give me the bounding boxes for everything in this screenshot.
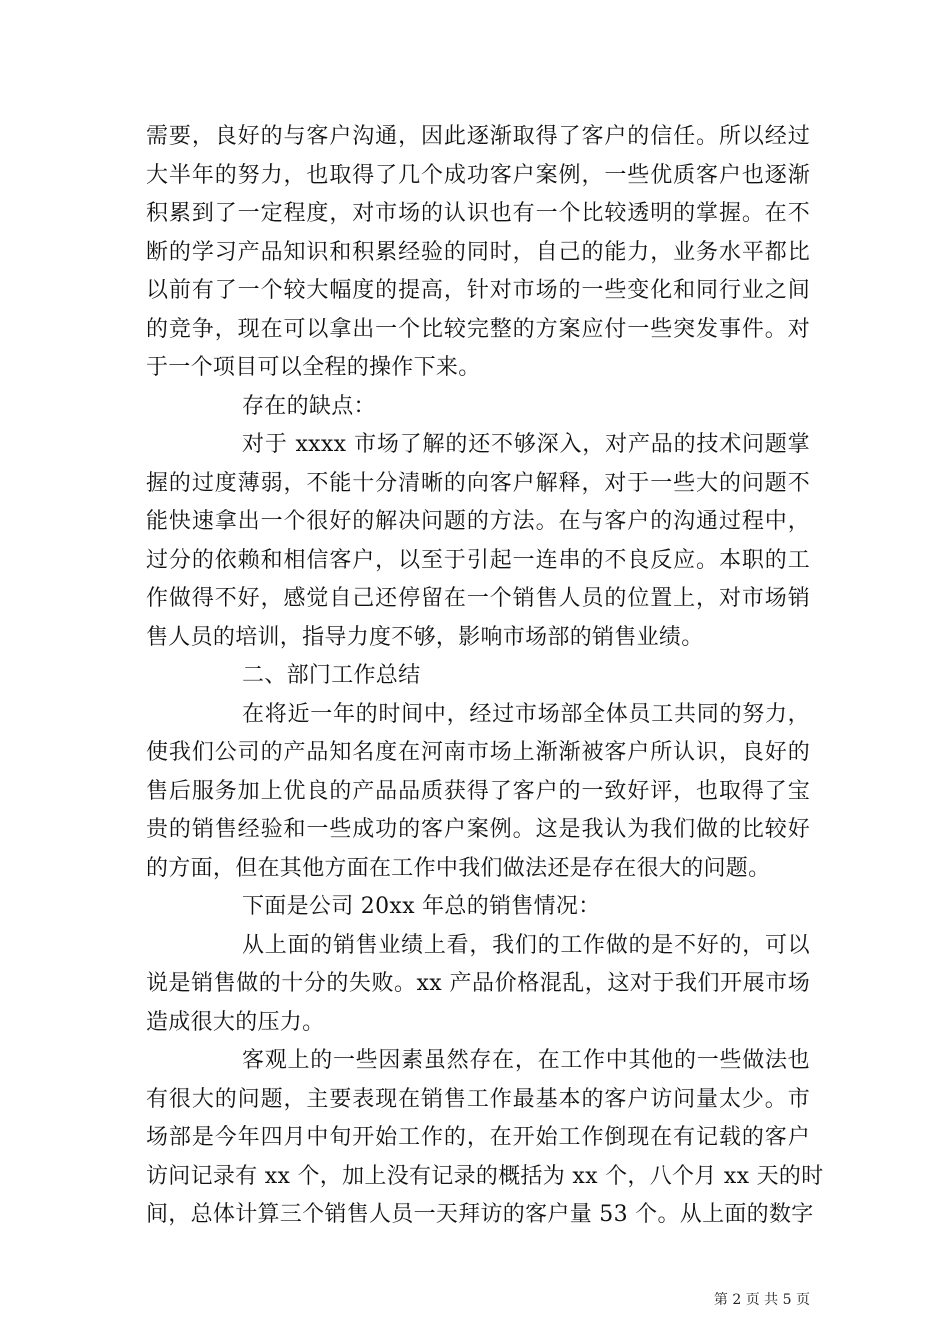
text-line: 的方面，但在其他方面在工作中我们做法还是存在很大的问题。	[146, 855, 771, 881]
document-body	[146, 118, 824, 1235]
text-line: 有很大的问题，主要表现在销售工作最基本的客户访问量太少。市	[146, 1086, 810, 1112]
text-line: 的竞争，现在可以拿出一个比较完整的方案应付一些突发事件。对	[146, 316, 810, 342]
section-heading-shortcomings: 存在的缺点：	[242, 393, 376, 419]
page-footer: 第 2 页 共 5 页	[713, 1292, 810, 1308]
text-line: 过分的依赖和相信客户，以至于引起一连串的不良反应。本职的工	[146, 547, 810, 573]
text-line: 大半年的努力，也取得了几个成功客户案例，一些优质客户也逐渐	[146, 162, 810, 188]
section-heading-department-summary: 二、部门工作总结	[242, 663, 421, 688]
text-line: 售后服务加上优良的产品品质获得了客户的一致好评，也取得了宝	[146, 778, 810, 804]
text-line: 说是销售做的十分的失败。xx 产品价格混乱，这对于我们开展市场	[146, 971, 810, 996]
text-line: 作做得不好，感觉自己还停留在一个销售人员的位置上，对市场销	[146, 586, 810, 611]
text-line: 造成很大的压力。	[146, 1009, 325, 1035]
text-line: 贵的销售经验和一些成功的客户案例。这是我认为我们做的比较好	[146, 817, 810, 842]
text-line: 访问记录有 xx 个，加上没有记录的概括为 xx 个，八个月 xx 天的时	[146, 1163, 824, 1189]
text-line: 能快速拿出一个很好的解决问题的方法。在与客户的沟通过程中，	[146, 509, 810, 534]
text-line: 客观上的一些因素虽然存在，在工作中其他的一些做法也	[242, 1048, 810, 1073]
text-line: 断的学习产品知识和积累经验的同时，自己的能力，业务水平都比	[146, 239, 810, 265]
text-line: 售人员的培训，指导力度不够，影响市场部的销售业绩。	[146, 624, 704, 650]
text-line: 场部是今年四月中旬开始工作的，在开始工作倒现在有记载的客户	[146, 1125, 810, 1150]
text-line: 使我们公司的产品知名度在河南市场上渐渐被客户所认识，良好的	[146, 740, 810, 765]
text-line: 从上面的销售业绩上看，我们的工作做的是不好的，可以	[242, 932, 810, 958]
text-line: 对于 xxxx 市场了解的还不够深入，对产品的技术问题掌	[242, 432, 810, 457]
text-line: 需要，良好的与客户沟通，因此逐渐取得了客户的信任。所以经过	[146, 124, 810, 149]
text-line: 在将近一年的时间中，经过市场部全体员工共同的努力，	[242, 701, 810, 727]
text-line: 握的过度薄弱，不能十分清晰的向客户解释，对于一些大的问题不	[146, 470, 810, 496]
text-line: 积累到了一定程度，对市场的认识也有一个比较透明的掌握。在不	[146, 201, 810, 226]
text-line: 间，总体计算三个销售人员一天拜访的客户量 53 个。从上面的数字	[146, 1202, 814, 1227]
text-line: 以前有了一个较大幅度的提高，针对市场的一些变化和同行业之间	[146, 278, 810, 303]
text-line: 下面是公司 20xx 年总的销售情况：	[242, 894, 601, 919]
text-line: 于一个项目可以全程的操作下来。	[146, 355, 481, 380]
